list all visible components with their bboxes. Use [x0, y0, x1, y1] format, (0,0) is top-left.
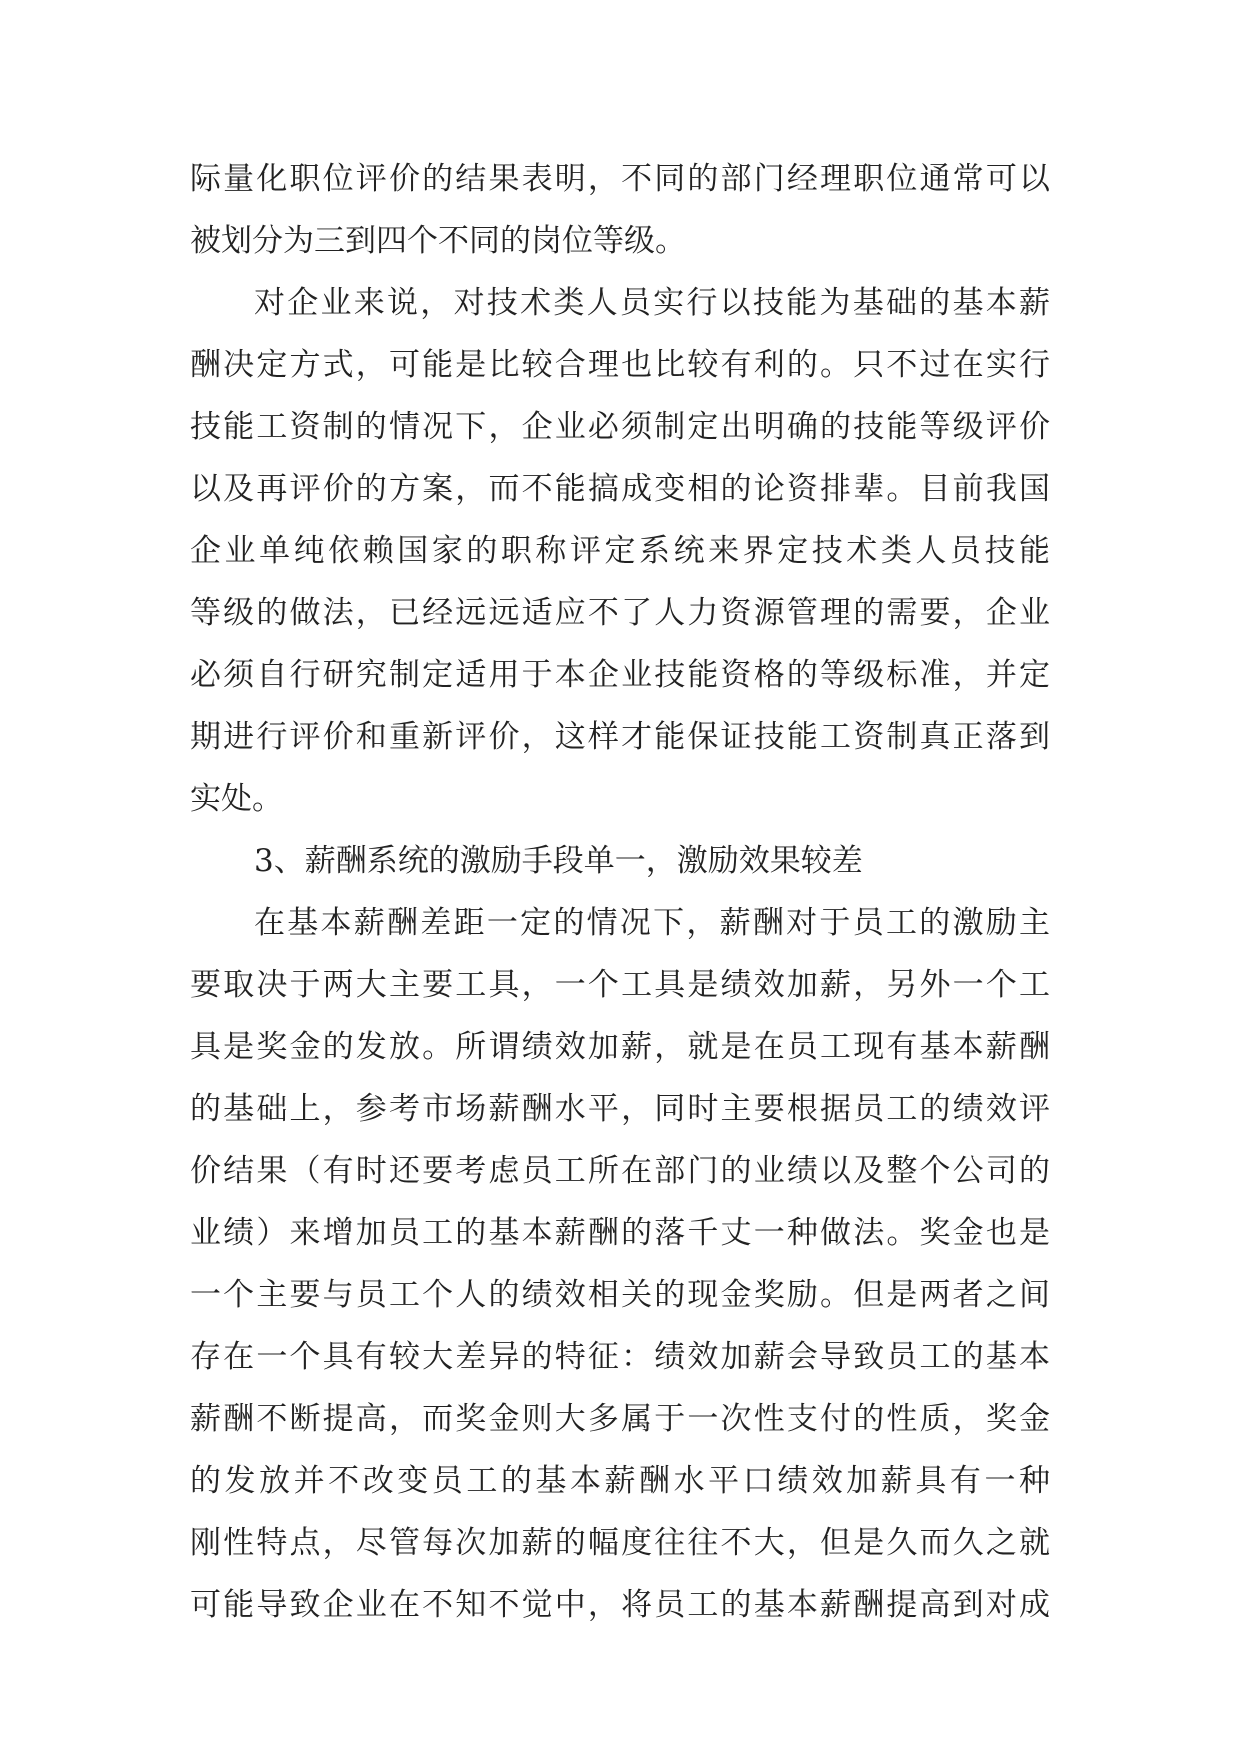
text-line: 际量化职位评价的结果表明，不同的部门经理职位通常可以 — [190, 161, 1050, 197]
text-line: 的发放并不改变员工的基本薪酬水平口绩效加薪具有一种 — [190, 1463, 1050, 1499]
text-line: 具是奖金的发放。所谓绩效加薪，就是在员工现有基本薪酬 — [190, 1029, 1050, 1065]
paragraph-first-line: 对企业来说，对技术类人员实行以技能为基础的基本薪 — [254, 285, 1050, 321]
text-line: 存在一个具有较大差异的特征：绩效加薪会导致员工的基本 — [190, 1339, 1050, 1375]
text-line: 的基础上，参考市场薪酬水平，同时主要根据员工的绩效评 — [190, 1091, 1050, 1127]
text-line: 刚性特点，尽管每次加薪的幅度往往不大，但是久而久之就 — [190, 1525, 1050, 1561]
text-line: 酬决定方式，可能是比较合理也比较有利的。只不过在实行 — [190, 347, 1050, 383]
text-line: 实处。 — [190, 781, 283, 817]
text-line: 必须自行研究制定适用于本企业技能资格的等级标准，并定 — [190, 657, 1050, 693]
text-line: 企业单纯依赖国家的职称评定系统来界定技术类人员技能 — [190, 533, 1050, 569]
text-line: 被划分为三到四个不同的岗位等级。 — [190, 223, 686, 259]
text-line: 等级的做法，已经远远适应不了人力资源管理的需要，企业 — [190, 595, 1050, 631]
text-line: 价结果（有时还要考虑员工所在部门的业绩以及整个公司的 — [190, 1153, 1050, 1189]
text-line: 技能工资制的情况下，企业必须制定出明确的技能等级评价 — [190, 409, 1050, 445]
text-line: 以及再评价的方案，而不能搞成变相的论资排辈。目前我国 — [190, 471, 1050, 507]
section-heading: 3、薪酬系统的激励手段单一，激励效果较差 — [254, 843, 863, 879]
text-line: 要取决于两大主要工具，一个工具是绩效加薪，另外一个工 — [190, 967, 1050, 1003]
text-line: 业绩）来增加员工的基本薪酬的落千丈一种做法。奖金也是 — [190, 1215, 1050, 1251]
text-line: 期进行评价和重新评价，这样才能保证技能工资制真正落到 — [190, 719, 1050, 755]
text-line: 一个主要与员工个人的绩效相关的现金奖励。但是两者之间 — [190, 1277, 1050, 1313]
paragraph-first-line: 在基本薪酬差距一定的情况下，薪酬对于员工的激励主 — [254, 905, 1050, 941]
text-line: 可能导致企业在不知不觉中，将员工的基本薪酬提高到对成 — [190, 1587, 1050, 1623]
text-line: 薪酬不断提高，而奖金则大多属于一次性支付的性质，奖金 — [190, 1401, 1050, 1437]
